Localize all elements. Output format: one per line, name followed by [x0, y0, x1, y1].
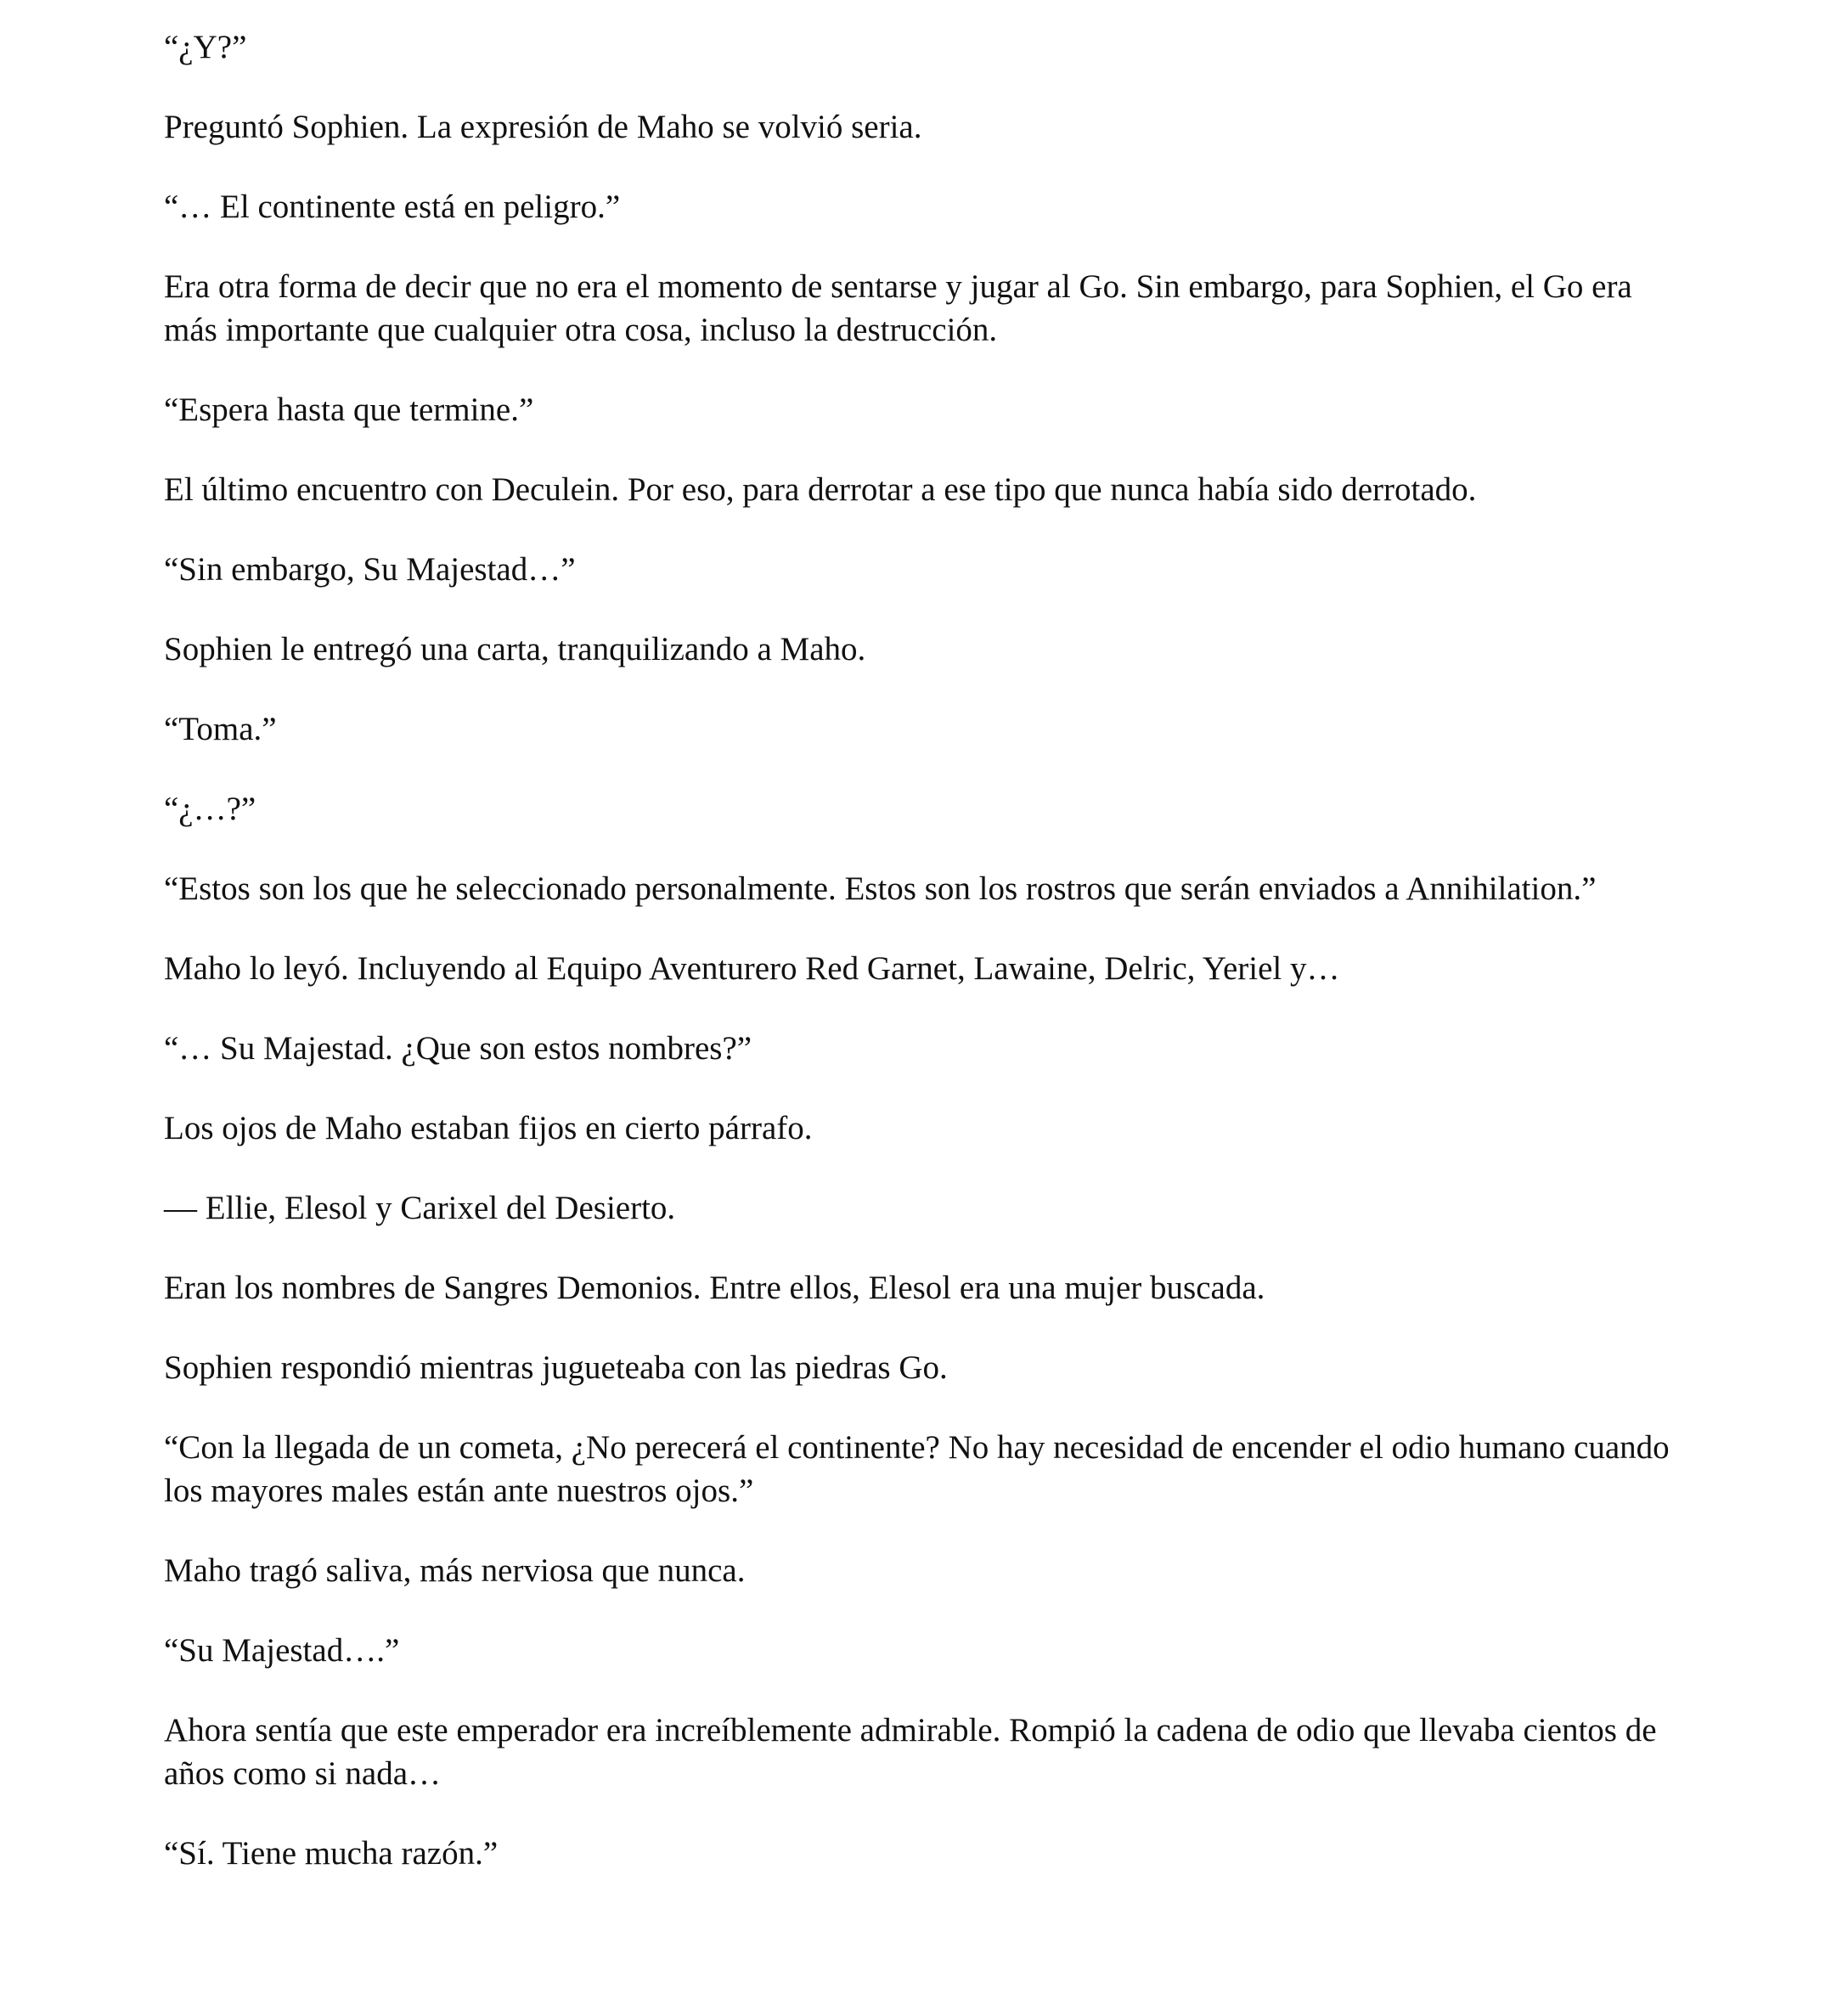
paragraph: Maho tragó saliva, más nerviosa que nunca.	[164, 1552, 746, 1589]
paragraph: Eran los nombres de Sangres Demonios. Entre ellos, Elesol era una mujer buscada.	[164, 1270, 1265, 1306]
paragraph: “Con la llegada de un cometa, ¿No perecerá el continente? No hay necesidad de encender el odio humano cuando los mayores males están ante nuestros ojos.”	[164, 1429, 1670, 1509]
paragraph: Era otra forma de decir que no era el momento de sentarse y jugar al Go. Sin embargo, para Sophien, el Go era más importante que cualquier otra cosa, incluso la destrucción.	[164, 268, 1632, 348]
paragraph: “Sí. Tiene mucha razón.”	[164, 1835, 499, 1872]
paragraph: “Estos son los que he seleccionado personalmente. Estos son los rostros que serán enviados a Annihilation.”	[164, 870, 1597, 907]
paragraph: Sophien le entregó una carta, tranquilizando a Maho.	[164, 631, 866, 667]
paragraph: Los ojos de Maho estaban fijos en cierto párrafo.	[164, 1110, 813, 1146]
document-body	[164, 25, 1693, 1912]
paragraph: Maho lo leyó. Incluyendo al Equipo Aventurero Red Garnet, Lawaine, Delric, Yeriel y…	[164, 950, 1340, 987]
paragraph: “Sin embargo, Su Majestad…”	[164, 551, 576, 588]
paragraph: “Toma.”	[164, 711, 277, 747]
paragraph: “¿Y?”	[164, 29, 247, 65]
paragraph: El último encuentro con Deculein. Por eso, para derrotar a ese tipo que nunca había sido derrotado.	[164, 471, 1477, 508]
paragraph: Preguntó Sophien. La expresión de Maho se volvió seria.	[164, 109, 922, 145]
paragraph: Ahora sentía que este emperador era increíblemente admirable. Rompió la cadena de odio que llevaba cientos de años como si nada…	[164, 1712, 1657, 1792]
paragraph: “… El continente está en peligro.”	[164, 189, 621, 225]
paragraph: — Ellie, Elesol y Carixel del Desierto.	[164, 1190, 676, 1226]
paragraph: “¿…?”	[164, 791, 256, 827]
paragraph: Sophien respondió mientras jugueteaba con las piedras Go.	[164, 1349, 948, 1386]
paragraph: “Su Majestad….”	[164, 1632, 400, 1669]
paragraph: “… Su Majestad. ¿Que son estos nombres?”	[164, 1030, 752, 1067]
paragraph: “Espera hasta que termine.”	[164, 391, 534, 428]
